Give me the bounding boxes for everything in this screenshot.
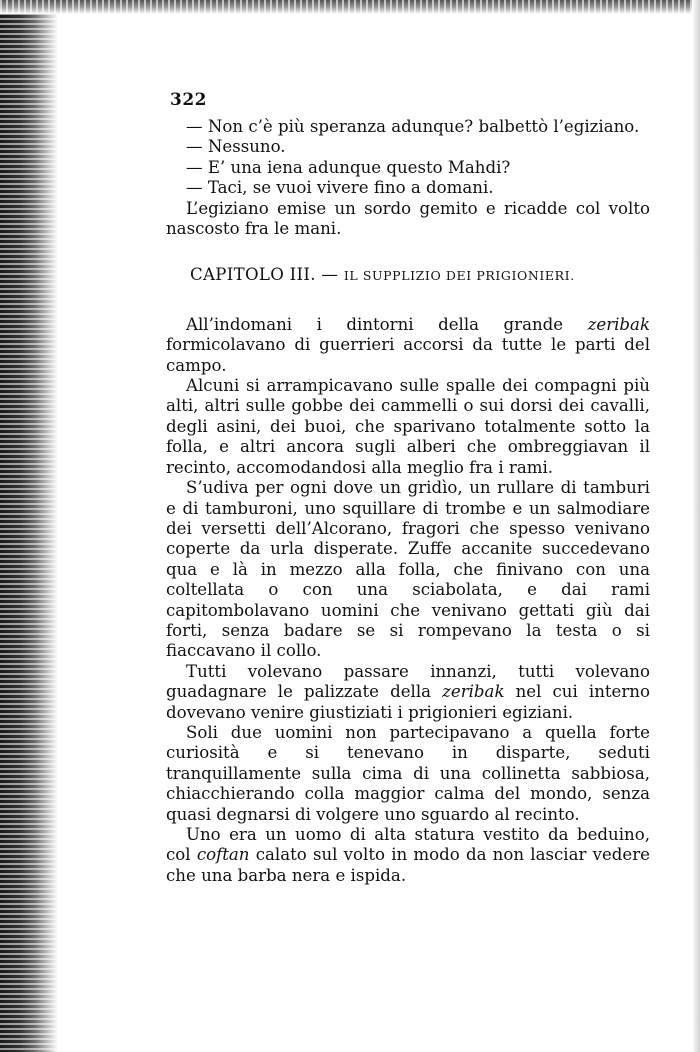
chapter-title: IL SUPPLIZIO DEI PRIGIONIERI. (343, 268, 575, 284)
page-number: 322 (170, 90, 207, 110)
dialogue-line-3: — E’ una iena adunque questo Mahdi? (186, 157, 511, 177)
dialogue-line-1: — Non c’è più speranza adunque? balbettò l’egiziano. (186, 117, 640, 136)
page-text (166, 117, 650, 886)
body-paragraph-1: All’indomani i dintorni della grande zeribak formicolavano di guerrieri accorsi da tutte le parti del campo. (166, 314, 650, 375)
italic-word: zeribak (442, 682, 505, 702)
scan-binding-edge (0, 0, 58, 1052)
dialogue-line-2: — Nessuno. (186, 137, 286, 157)
scan-right-edge (692, 0, 700, 1052)
dialogue-line-4: — Taci, se vuoi vivere fino a domani. (186, 178, 494, 198)
body-paragraph-5: Soli due uomini non partecipavano a quella forte curiosità e si tenevano in disparte, seduti tranquillamente sulla cima di una collinetta sabbiosa, chiacchierando colla maggior calma del mondo, senza quasi degnarsi di volgere uno sguardo al recinto. (166, 722, 650, 824)
body-paragraph-2: Alcuni si arrampicavano sulle spalle dei compagni più alti, altri sulle gobbe dei cammelli o sui dorsi dei cavalli, degli asini, dei buoi, che sparivano totalmente sotto la folla, e altri ancora sugli alberi che ombreggiavan il recinto, accomodandosi alla meglio fra i rami. (166, 376, 650, 477)
body-paragraph-6: Uno era un uomo di alta statura vestito da beduino, col coftan calato sul volto in modo da non lasciar vedere che una barba nera e ispida. (166, 825, 650, 885)
scan-top-edge (0, 0, 700, 14)
chapter-label: CAPITOLO III. — (190, 265, 339, 285)
chapter-heading (166, 265, 650, 286)
italic-word: coftan (196, 845, 250, 865)
body-paragraph-3: S’udiva per ogni dove un gridìo, un rullare di tamburi e di tamburoni, uno squillare di trombe e un salmodiare dei versetti dell’Alcorano, fragori che spesso venivano coperte da urla disperate. Zuffe accanite succedevano qua e là in mezzo alla folla, che finivano con una coltellata o con una sciabolata, e dai rami capitombolavano uomini che venivano gettati giù dai forti, senza badare se si rompevano la testa o si fiaccavano il collo. (166, 478, 650, 661)
italic-word: zeribak (587, 314, 650, 334)
narration-paragraph: L’egiziano emise un sordo gemito e ricadde col volto nascosto fra le mani. (166, 198, 650, 239)
body-paragraph-4: Tutti volevano passare innanzi, tutti volevano guadagnare le palizzate della zeribak nel cui interno dovevano venire giustiziati i prigionieri egiziani. (166, 661, 650, 722)
